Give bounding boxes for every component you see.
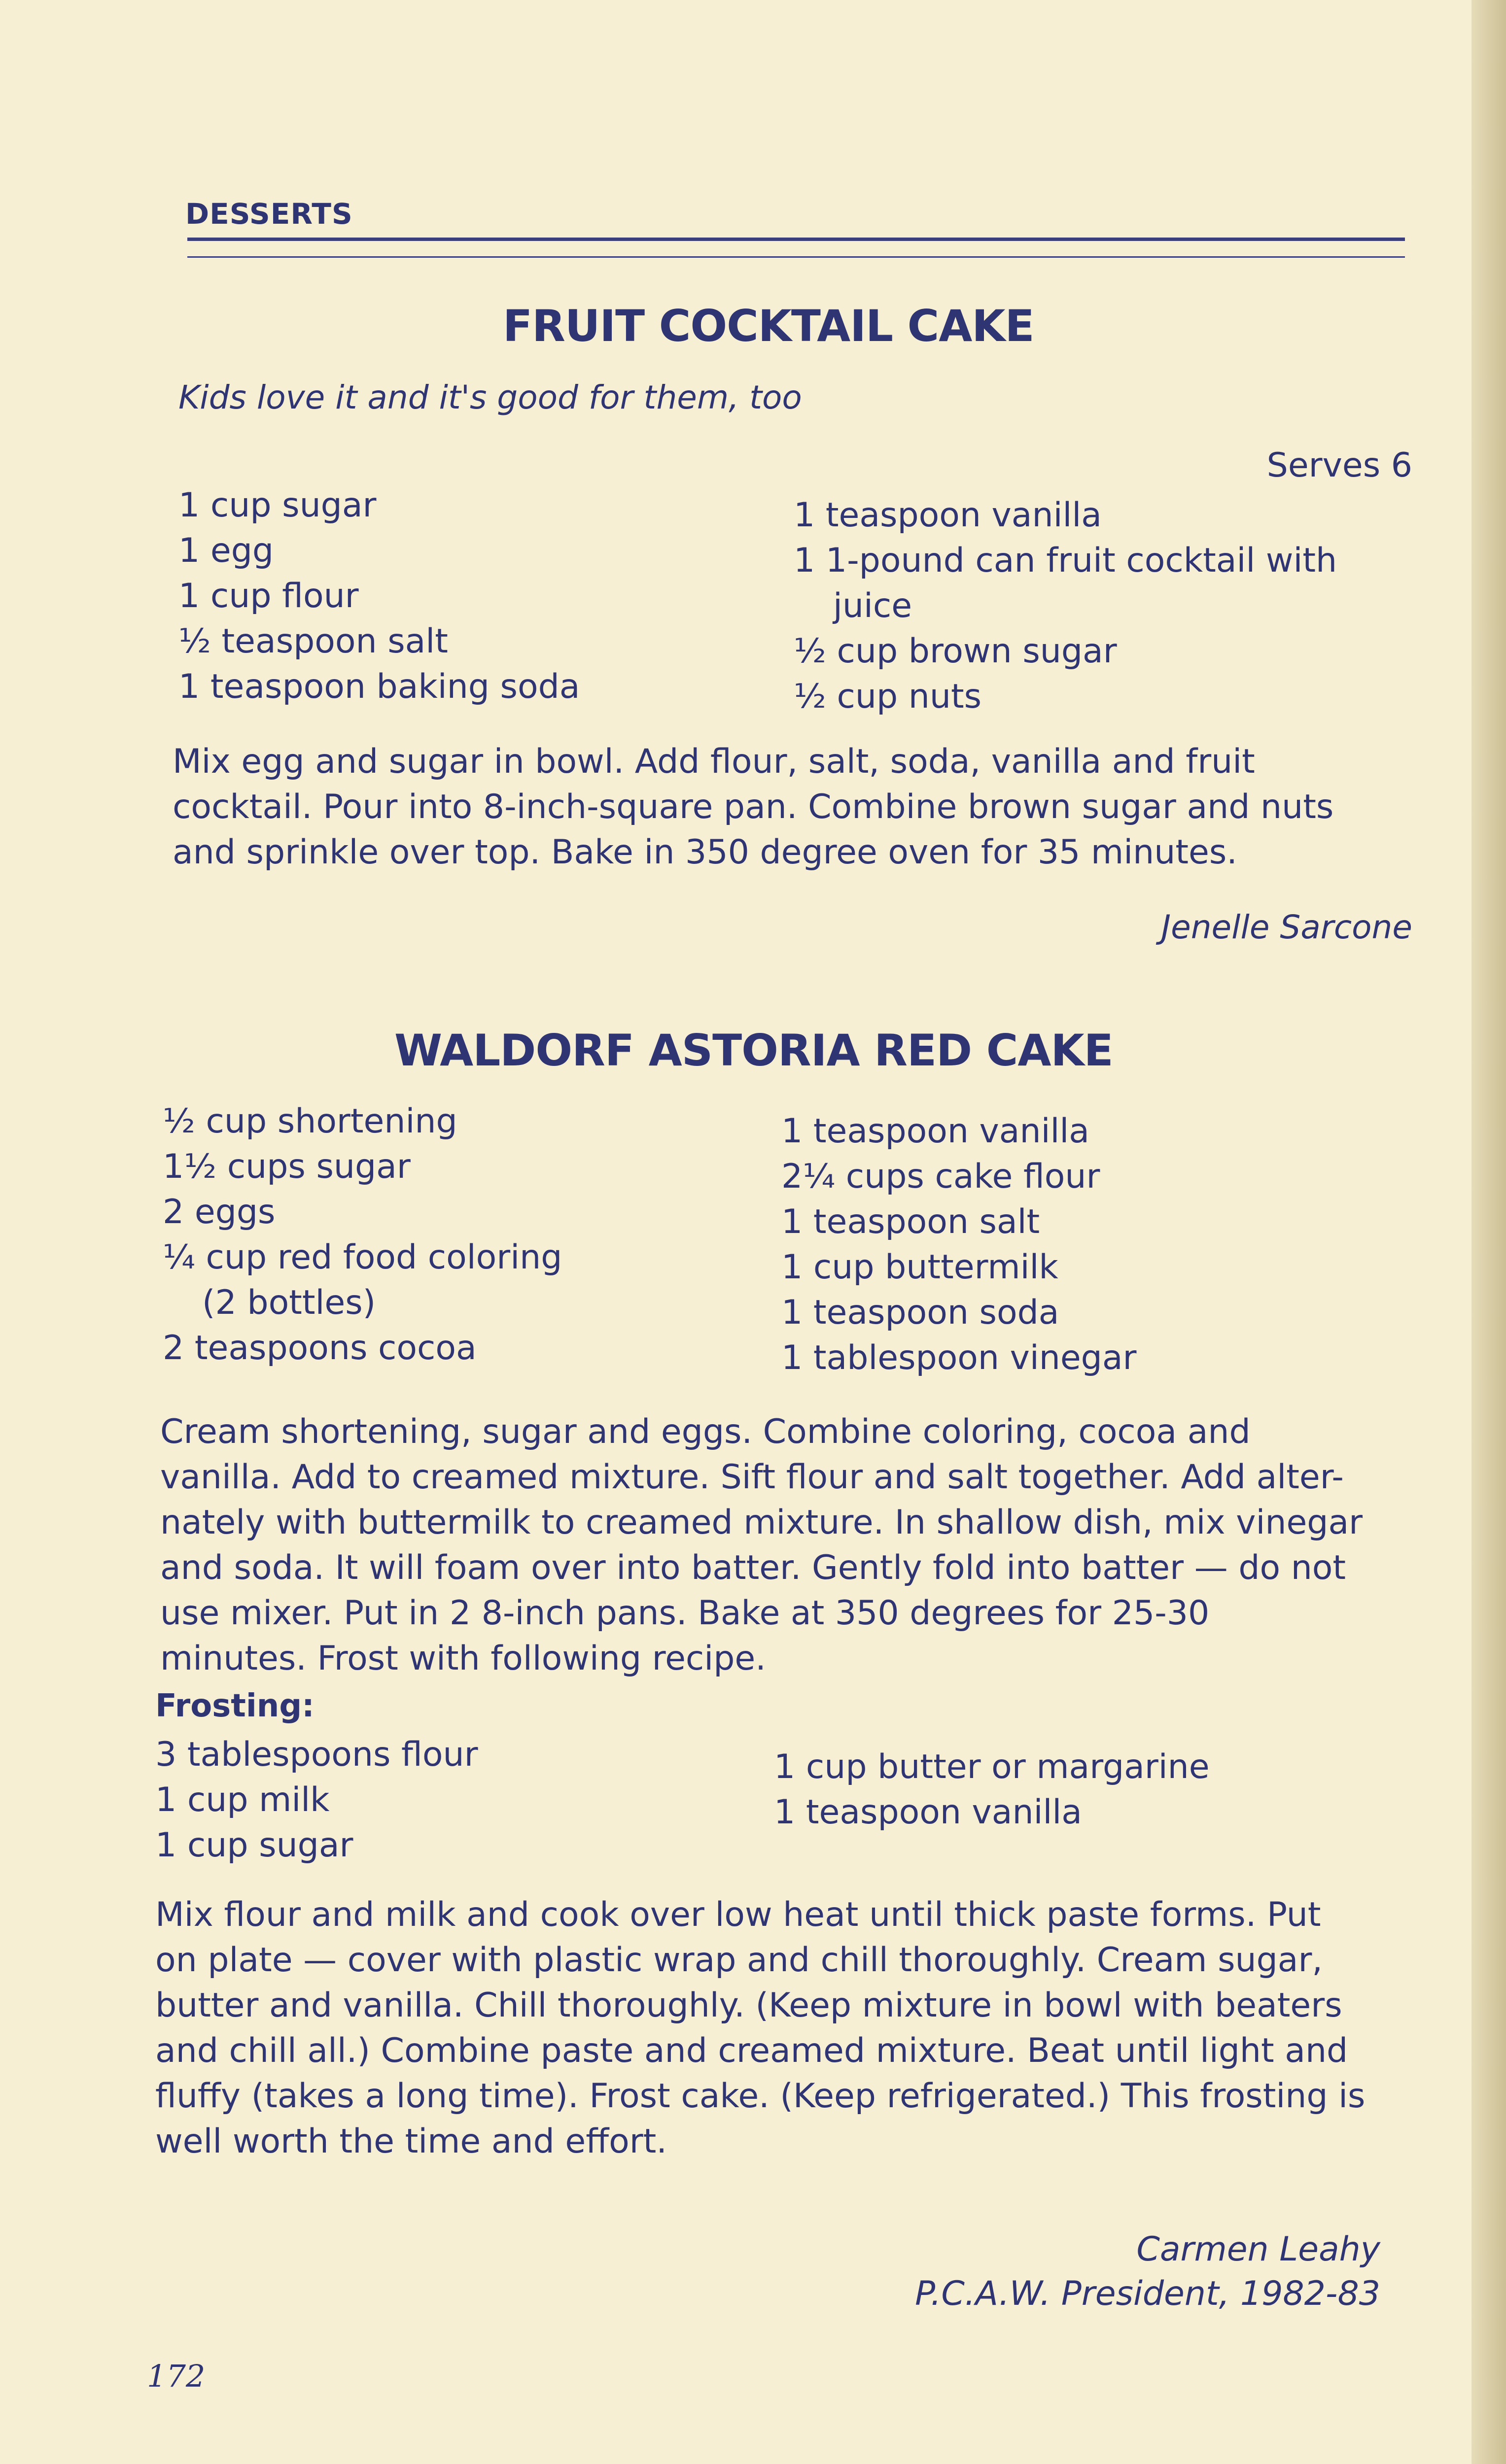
instruction-line: well worth the time and effort. (155, 2122, 667, 2161)
ingredient: 2 teaspoons cocoa (163, 1329, 477, 1368)
ingredient: 1 tablespoon vinegar (781, 1338, 1137, 1377)
ingredient: 1 cup buttermilk (781, 1248, 1058, 1287)
frosting-ingredients-right (774, 1745, 1210, 1835)
ingredient: 2¼ cups cake flour (781, 1157, 1100, 1196)
recipe1-author: Jenelle Sarcone (1161, 908, 1412, 946)
instruction-line: use mixer. Put in 2 8-inch pans. Bake at 350 degrees for 25-30 (160, 1594, 1210, 1633)
ingredient: ¼ cup red food coloring (163, 1238, 562, 1277)
ingredient: 1 cup sugar (155, 1826, 353, 1865)
instruction-line: on plate — cover with plastic wrap and chill thoroughly. Cream sugar, (155, 1941, 1323, 1980)
ingredients-left-recipe1 (178, 483, 580, 710)
instruction-line: Cream shortening, sugar and eggs. Combine coloring, cocoa and (160, 1412, 1251, 1451)
instruction-line: minutes. Frost with following recipe. (160, 1639, 766, 1678)
recipe2-author-title: P.C.A.W. President, 1982-83 (915, 2274, 1380, 2313)
instruction-line: Mix egg and sugar in bowl. Add flour, salt, soda, vanilla and fruit (173, 742, 1255, 781)
recipe1-instructions (173, 739, 1333, 875)
instruction-line: and soda. It will foam over into batter. Gently fold into batter — do not (160, 1548, 1346, 1587)
instruction-line: and chill all.) Combine paste and creamed mixture. Beat until light and (155, 2031, 1348, 2070)
ingredient: 1 teaspoon soda (781, 1293, 1059, 1332)
ingredient: ½ cup nuts (794, 677, 982, 716)
ingredient: 2 eggs (163, 1193, 276, 1232)
ingredient: juice (833, 586, 912, 625)
instruction-line: butter and vanilla. Chill thoroughly. (Keep mixture in bowl with beaters (155, 1986, 1342, 2025)
instruction-line: fluffy (takes a long time). Frost cake. (Keep refrigerated.) This frosting is (155, 2077, 1366, 2116)
ingredients-left-recipe2 (163, 1099, 562, 1371)
ingredients-right-recipe2 (781, 1109, 1136, 1381)
page-number: 172 (147, 2358, 206, 2394)
recipe2-author: Carmen Leahy (1136, 2230, 1380, 2269)
section-rule-thick (187, 238, 1405, 241)
ingredients-right-recipe1 (794, 493, 1337, 719)
ingredient: 1 teaspoon salt (781, 1202, 1040, 1241)
instruction-line: Mix flour and milk and cook over low heat until thick paste forms. Put (155, 1895, 1321, 1934)
ingredient: 1 cup milk (155, 1780, 330, 1819)
ingredient: 1 cup sugar (178, 486, 377, 525)
ingredient: ½ teaspoon salt (178, 622, 448, 661)
serves-label: Serves 6 (1266, 446, 1412, 485)
recipe2-instructions (160, 1409, 1363, 1681)
ingredient: 1 teaspoon vanilla (794, 496, 1102, 535)
recipe-title-fruit-cocktail-cake: FRUIT COCKTAIL CAKE (503, 301, 1034, 351)
instruction-line: and sprinkle over top. Bake in 350 degree oven for 35 minutes. (173, 833, 1237, 872)
ingredient: 1 teaspoon vanilla (781, 1112, 1089, 1151)
recipe-subtitle: Kids love it and it's good for them, too (178, 378, 802, 416)
section-heading: DESSERTS (185, 197, 353, 231)
ingredient: 1 cup flour (178, 577, 359, 616)
recipe-title-waldorf-astoria-red-cake: WALDORF ASTORIA RED CAKE (394, 1025, 1113, 1076)
frosting-ingredients-left (155, 1732, 478, 1868)
instruction-line: cocktail. Pour into 8-inch-square pan. Combine brown sugar and nuts (173, 787, 1334, 826)
instruction-line: nately with buttermilk to creamed mixture. In shallow dish, mix vinegar (160, 1503, 1363, 1542)
ingredient: ½ cup brown sugar (794, 632, 1117, 671)
frosting-heading: Frosting: (155, 1688, 315, 1724)
ingredient: 1 egg (178, 531, 274, 570)
ingredient: 1 1-pound can fruit cocktail with (794, 541, 1337, 580)
instruction-line: vanilla. Add to creamed mixture. Sift flour and salt together. Add alter- (160, 1458, 1344, 1497)
ingredient: 1 teaspoon baking soda (178, 667, 580, 706)
ingredient: 1 teaspoon vanilla (774, 1793, 1082, 1832)
ingredient: (2 bottles) (202, 1283, 376, 1322)
ingredient: 3 tablespoons flour (155, 1735, 478, 1774)
page-binding-edge (1471, 0, 1506, 2464)
ingredient: 1½ cups sugar (163, 1147, 411, 1186)
frosting-instructions (155, 1892, 1365, 2164)
ingredient: ½ cup shortening (163, 1102, 457, 1141)
section-rule-thin (187, 256, 1405, 258)
ingredient: 1 cup butter or margarine (774, 1747, 1210, 1786)
